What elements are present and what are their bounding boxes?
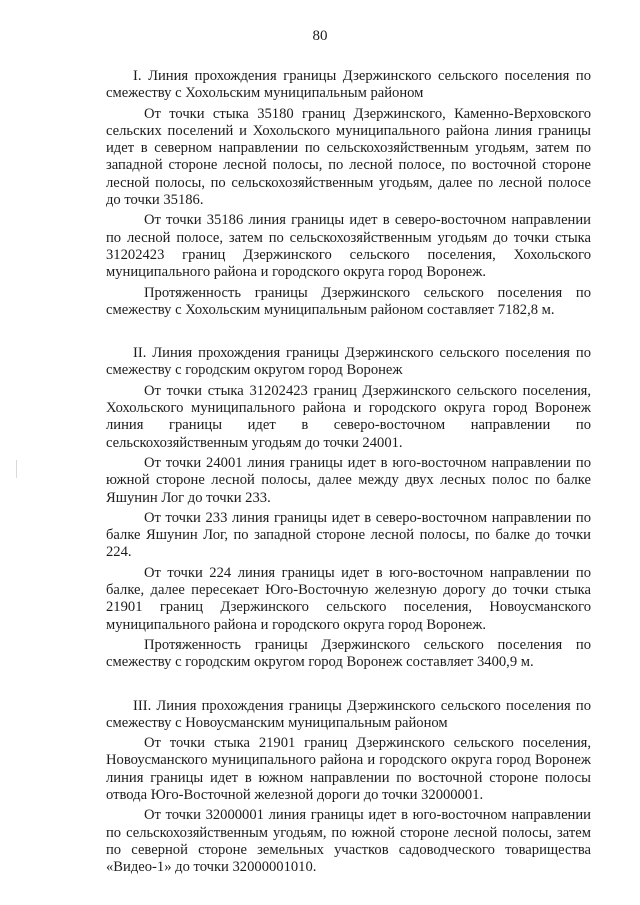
paragraph: От точки 32000001 линия границы идет в юго-восточном направлении по сельскохозяйственным угодьям, по южной стороне лесной полосы, затем по северной стороне земельных участков садоводческого товарищества «Видео-1» до точки 32000001010.: [106, 807, 591, 876]
scan-margin-mark: [16, 460, 17, 478]
section-1: [106, 68, 591, 319]
paragraph: Протяженность границы Дзержинского сельского поселения по смежеству с Хохольским муниципальным районом составляет 7182,8 м.: [106, 284, 591, 318]
paragraph: Протяженность границы Дзержинского сельского поселения по смежеству с городским округом город Воронеж составляет 3400,9 м.: [106, 636, 591, 671]
paragraph: От точки 233 линия границы идет в северо-восточном направлении по балке Яшунин Лог, по западной стороне лесной полосы, по балке до точки 224.: [106, 509, 591, 561]
document-body: [106, 68, 591, 902]
section-heading: III. Линия прохождения границы Дзержинского сельского поселения по смежеству с Новоусманским муниципальным районом: [106, 697, 591, 731]
paragraph: От точки 224 линия границы идет в юго-восточном направлении по балке, далее пересекает Юго-Восточную железную дорогу до точки стыка 21901 границ Дзержинского сельского поселения, Новоусманского муниципального района и городского округа город Воронеж.: [106, 564, 591, 633]
section-3: [106, 698, 591, 877]
page-number: 80: [312, 28, 328, 44]
section-heading: II. Линия прохождения границы Дзержинского сельского поселения по смежеству с городским округом город Воронеж: [106, 345, 591, 379]
paragraph: От точки стыка 31202423 границ Дзержинского сельского поселения, Хохольского муниципального района и городского округа город Воронеж линия границы идет в северо-восточном направлении по сельскохозяйственным угодьям до точки 24001.: [106, 382, 591, 451]
paragraph: От точки 35186 линия границы идет в северо-восточном направлении по лесной полосе, затем по сельскохозяйственным угодьям до точки стыка 31202423 границ Дзержинского сельского поселения, Хохольского муниципального района и городского округа город Воронеж.: [106, 212, 591, 281]
section-2: [106, 345, 591, 671]
paragraph: От точки стыка 35180 границ Дзержинского, Каменно-Верховского сельских поселений и Хохольского муниципального района линия границы идет в северном направлении по сельскохозяйственным угодьям, затем по западной стороне лесной полосы, по лесной полосе, по восточной стороне лесной полосы, по сельскохозяйственным угодьям, далее по лесной полосе до точки 35186.: [106, 105, 591, 209]
paragraph: От точки стыка 21901 границ Дзержинского сельского поселения, Новоусманского муниципального района и городского округа город Воронеж линия границы идет в южном направлении по восточной стороне полосы отвода Юго-Восточной железной дороги до точки 32000001.: [106, 735, 591, 803]
paragraph: От точки 24001 линия границы идет в юго-восточном направлении по южной стороне лесной полосы, далее между двух лесных полос по балке Яшунин Лог до точки 233.: [106, 454, 591, 506]
section-heading: I. Линия прохождения границы Дзержинского сельского поселения по смежеству с Хохольским муниципальным районом: [106, 68, 591, 102]
